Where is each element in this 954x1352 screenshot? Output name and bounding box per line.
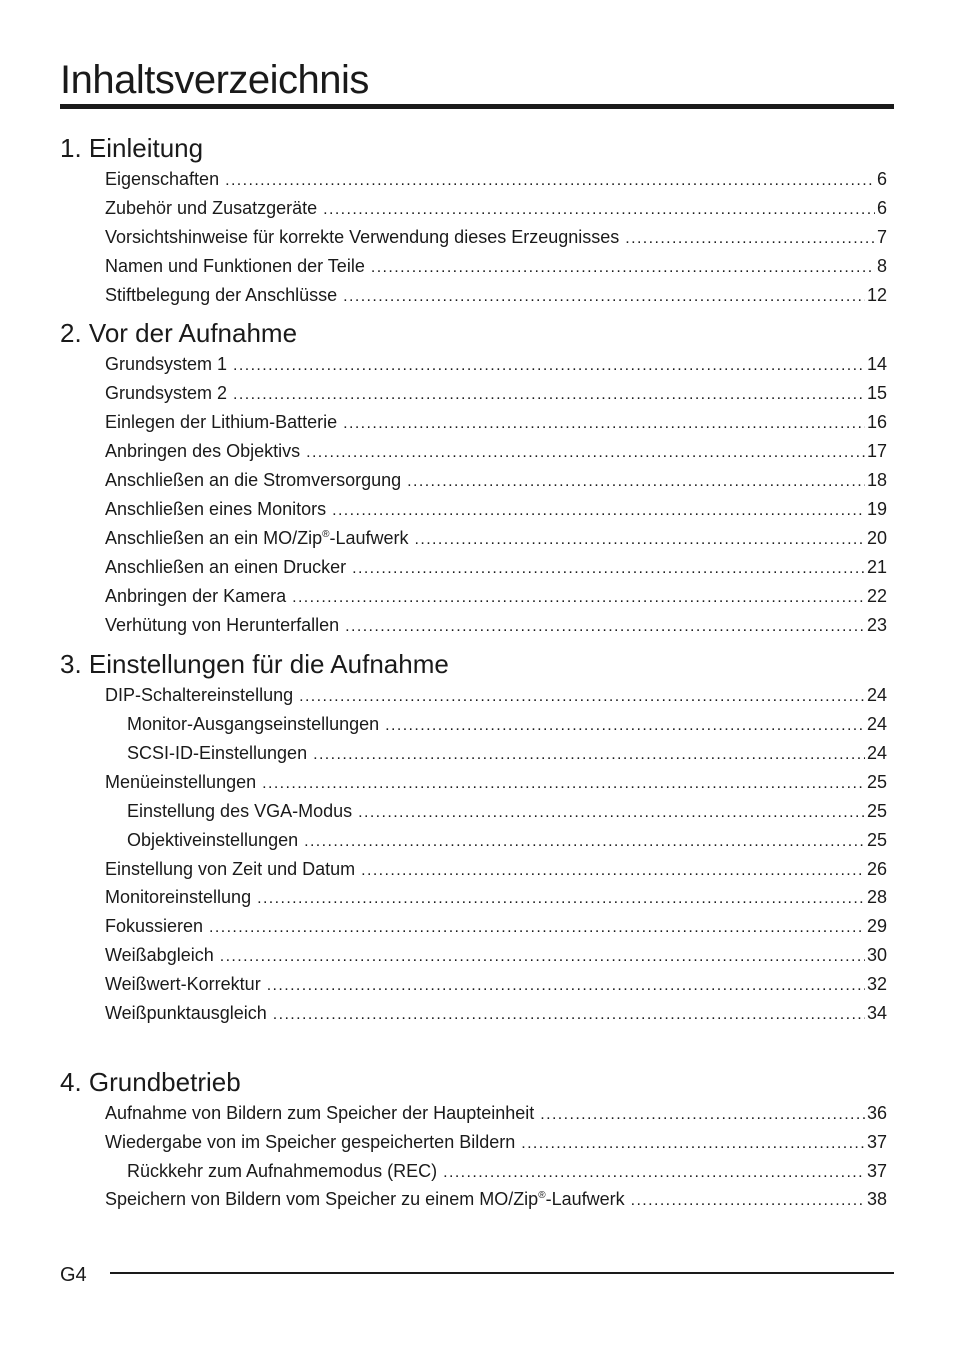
entry-page: 37: [866, 1161, 887, 1181]
toc-entry[interactable]: [105, 1187, 887, 1211]
entry-page: 37: [866, 1132, 887, 1152]
toc-entry[interactable]: [105, 1101, 887, 1125]
toc-entry[interactable]: [105, 526, 887, 550]
entry-label-suffix: -Laufwerk: [329, 528, 409, 548]
entry-page: 25: [866, 801, 887, 821]
entry-page: 29: [866, 916, 887, 936]
dot-leader: [385, 714, 865, 738]
toc-entry[interactable]: [105, 352, 887, 376]
toc-entry[interactable]: [105, 468, 887, 492]
registered-mark: ®: [538, 1190, 546, 1201]
registered-mark: ®: [322, 529, 330, 540]
entry-label: Einstellung von Zeit und Datum: [105, 859, 356, 879]
toc-entry[interactable]: [105, 857, 887, 881]
dot-leader: [233, 383, 865, 407]
toc-entry[interactable]: [105, 972, 887, 996]
entry-label: Vorsichtshinweise für korrekte Verwendung dieses Erzeugnisses: [105, 227, 620, 247]
entry-label: Anschließen an einen Drucker: [105, 557, 347, 577]
entry-page: 25: [866, 830, 887, 850]
toc-entry[interactable]: [105, 381, 887, 405]
entry-label: Rückkehr zum Aufnahmemodus (REC): [127, 1161, 438, 1181]
toc-entry[interactable]: [105, 439, 887, 463]
entry-label: DIP-Schaltereinstellung: [105, 685, 294, 705]
dot-leader: [323, 198, 875, 222]
toc-entry[interactable]: [105, 943, 887, 967]
entry-label: Verhütung von Herunterfallen: [105, 615, 340, 635]
dot-leader: [415, 528, 865, 552]
entry-page: 23: [866, 615, 887, 635]
toc-subentry[interactable]: [127, 799, 887, 823]
toc-entry[interactable]: [105, 613, 887, 637]
entry-page: 25: [866, 772, 887, 792]
entry-label: Zubehör und Zusatzgeräte: [105, 198, 318, 218]
entry-page: 12: [866, 285, 887, 305]
section-heading: 1. Einleitung: [60, 133, 204, 163]
dot-leader: [304, 830, 865, 854]
toc-subentry[interactable]: [127, 712, 887, 736]
entry-label: Anbringen des Objektivs: [105, 441, 301, 461]
toc-entry[interactable]: [105, 497, 887, 521]
dot-leader: [540, 1103, 865, 1127]
section-heading: 3. Einstellungen für die Aufnahme: [60, 649, 449, 679]
section-heading: 4. Grundbetrieb: [60, 1067, 241, 1097]
toc-entry[interactable]: [105, 555, 887, 579]
entry-label: Einlegen der Lithium-Batterie: [105, 412, 338, 432]
toc-subentry[interactable]: [127, 828, 887, 852]
entry-label-text: Speichern von Bildern vom Speicher zu einem MO/Zip: [105, 1189, 539, 1209]
entry-page: 30: [866, 945, 887, 965]
dot-leader: [220, 945, 865, 969]
title-rule: [60, 104, 894, 109]
dot-leader: [299, 685, 865, 709]
entry-page: 8: [876, 256, 887, 276]
footer-rule: [110, 1272, 894, 1274]
entry-page: 34: [866, 1003, 887, 1023]
entry-page: 19: [866, 499, 887, 519]
page-title: Inhaltsverzeichnis: [60, 58, 369, 102]
entry-page: 36: [866, 1103, 887, 1123]
dot-leader: [352, 557, 865, 581]
dot-leader: [292, 586, 865, 610]
entry-label: Einstellung des VGA-Modus: [127, 801, 353, 821]
dot-leader: [371, 256, 875, 280]
entry-page: 28: [866, 887, 887, 907]
toc-subentry[interactable]: [127, 741, 887, 765]
toc-entry[interactable]: [105, 770, 887, 794]
entry-page: 24: [866, 743, 887, 763]
entry-page: 15: [866, 383, 887, 403]
entry-label: Fokussieren: [105, 916, 204, 936]
page-number: G4: [60, 1264, 87, 1286]
entry-label: Weißwert-Korrektur: [105, 974, 261, 994]
toc-entry[interactable]: [105, 1130, 887, 1154]
dot-leader: [225, 169, 875, 193]
entry-label: Namen und Funktionen der Teile: [105, 256, 365, 276]
entry-page: 18: [866, 470, 887, 490]
entry-label: Monitor-Ausgangseinstellungen: [127, 714, 380, 734]
dot-leader: [343, 412, 865, 436]
toc-entry[interactable]: [105, 225, 887, 249]
dot-leader: [631, 1189, 865, 1213]
entry-label-text: Anschließen an ein MO/Zip: [105, 528, 323, 548]
entry-label: Objektiveinstellungen: [127, 830, 299, 850]
toc-entry[interactable]: [105, 410, 887, 434]
entry-label: Wiedergabe von im Speicher gespeicherten Bildern: [105, 1132, 516, 1152]
toc-entry[interactable]: [105, 254, 887, 278]
dot-leader: [262, 772, 865, 796]
entry-page: 6: [876, 198, 887, 218]
entry-label: Grundsystem 2: [105, 383, 228, 403]
entry-page: 21: [866, 557, 887, 577]
entry-page: 16: [866, 412, 887, 432]
entry-label: Anbringen der Kamera: [105, 586, 287, 606]
entry-label: Menüeinstellungen: [105, 772, 257, 792]
dot-leader: [407, 470, 865, 494]
dot-leader: [306, 441, 865, 465]
dot-leader: [343, 285, 865, 309]
toc-entry[interactable]: [105, 683, 887, 707]
entry-label: Aufnahme von Bildern zum Speicher der Haupteinheit: [105, 1103, 535, 1123]
entry-page: 24: [866, 685, 887, 705]
dot-leader: [313, 743, 865, 767]
entry-label: Anschließen eines Monitors: [105, 499, 327, 519]
dot-leader: [361, 859, 865, 883]
dot-leader: [267, 974, 865, 998]
entry-label: SCSI-ID-Einstellungen: [127, 743, 308, 763]
entry-page: 20: [866, 528, 887, 548]
toc-subentry[interactable]: [127, 1159, 887, 1183]
entry-page: 17: [866, 441, 887, 461]
entry-label: [105, 526, 409, 550]
dot-leader: [209, 916, 865, 940]
dot-leader: [443, 1161, 865, 1185]
entry-label: Weißabgleich: [105, 945, 214, 965]
toc-entry[interactable]: [105, 1001, 887, 1025]
dot-leader: [332, 499, 865, 523]
entry-page: 24: [866, 714, 887, 734]
entry-page: 22: [866, 586, 887, 606]
dot-leader: [273, 1003, 865, 1027]
entry-label-suffix: -Laufwerk: [545, 1189, 625, 1209]
toc-entry[interactable]: [105, 167, 887, 191]
dot-leader: [345, 615, 865, 639]
entry-label: [105, 1187, 625, 1211]
entry-page: 32: [866, 974, 887, 994]
entry-page: 14: [866, 354, 887, 374]
entry-page: 6: [876, 169, 887, 189]
entry-label: Monitoreinstellung: [105, 887, 252, 907]
section-heading: 2. Vor der Aufnahme: [60, 318, 298, 348]
entry-label: Eigenschaften: [105, 169, 220, 189]
toc-entry[interactable]: [105, 914, 887, 938]
entry-page: 26: [866, 859, 887, 879]
toc-entry[interactable]: [105, 584, 887, 608]
dot-leader: [257, 887, 865, 911]
dot-leader: [521, 1132, 865, 1156]
dot-leader: [625, 227, 875, 251]
dot-leader: [358, 801, 865, 825]
toc-entry[interactable]: [105, 196, 887, 220]
entry-label: Stiftbelegung der Anschlüsse: [105, 285, 338, 305]
entry-label: Anschließen an die Stromversorgung: [105, 470, 402, 490]
dot-leader: [233, 354, 865, 378]
toc-entry[interactable]: [105, 885, 887, 909]
entry-page: 7: [876, 227, 887, 247]
toc-entry[interactable]: [105, 283, 887, 307]
entry-page: 38: [866, 1189, 887, 1209]
entry-label: Weißpunktausgleich: [105, 1003, 267, 1023]
entry-label: Grundsystem 1: [105, 354, 228, 374]
